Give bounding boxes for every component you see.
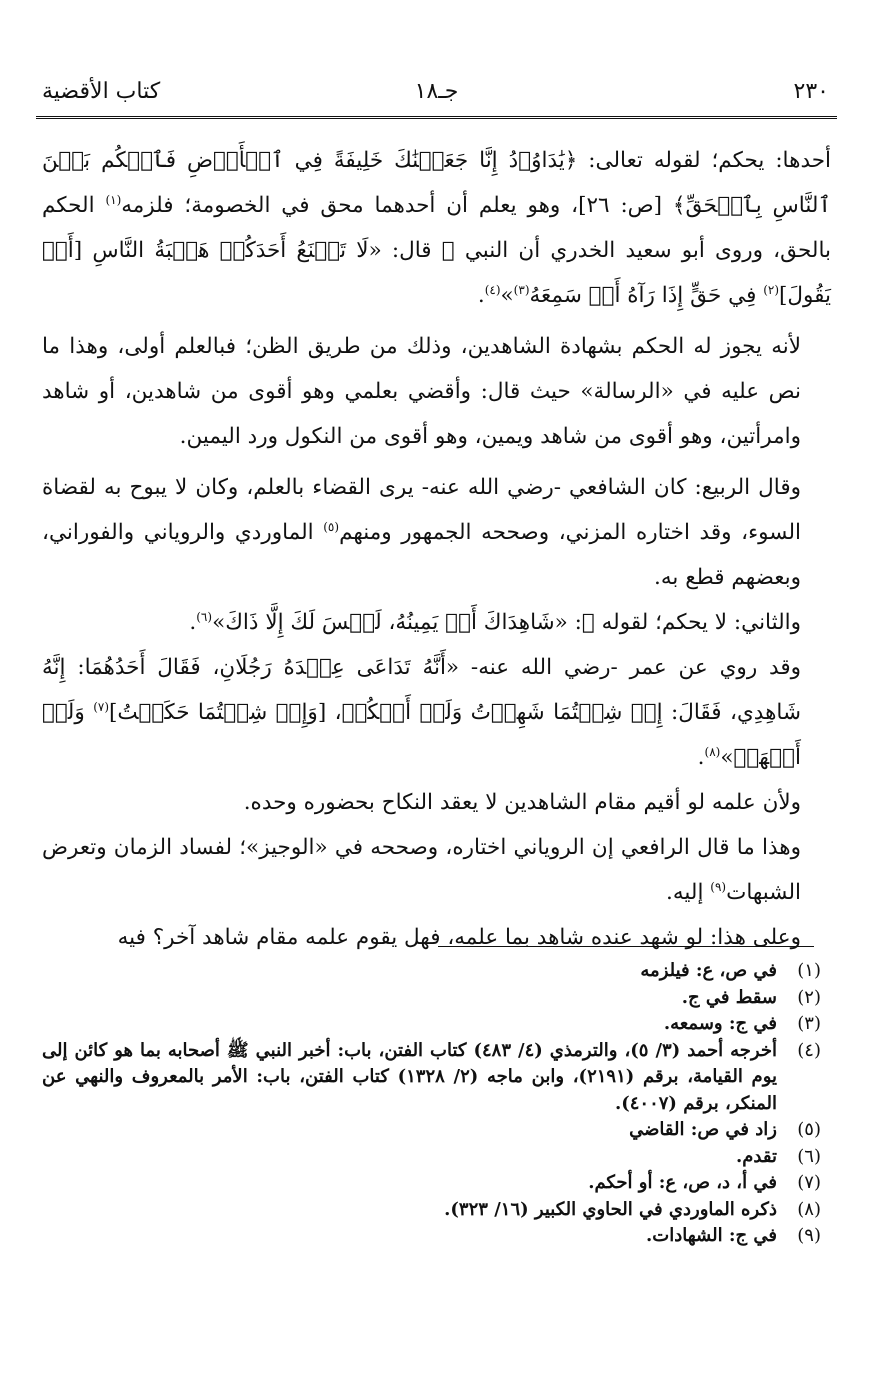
paragraph: وقد روي عن عمر -رضي الله عنه- «أَنَّهُ تَدَاعَى عِنۡدَهُ رَجُلَانِ، فَقَالَ أَحَدُهُمَا: إِنَّهُ شَاهِدِي، فَقَالَ: إِنۡ شِئۡتُمَا شَهِدۡتُ وَلَمۡ أَحۡكُمۡ، [وَإِنۡ شِئۡتُمَا حَكَمۡتُ]$^{(٧)}$ وَلَمۡ أَشۡهَدۡ»$^{(٨)}$.	[42, 655, 801, 770]
footnote-number: (٢)	[797, 986, 821, 1008]
footnote: (٢) سقط في ج.	[42, 985, 821, 1012]
footnote: (٩) في ج: الشهادات.	[42, 1223, 821, 1250]
footnote-number: (٦)	[797, 1145, 821, 1167]
page-number: ٢٣٠	[793, 79, 829, 104]
footnote: (٥) زاد في ص: القاضي	[42, 1117, 821, 1144]
paragraph: ولأن علمه لو أقيم مقام الشاهدين لا يعقد النكاح بحضوره وحده.	[243, 790, 801, 815]
footnote-separator	[438, 946, 814, 947]
footnote-number: (٧)	[797, 1172, 821, 1193]
paragraph: وهذا ما قال الرافعي إن الروياني اختاره، وصححه في «الوجيز»؛ لفساد الزمان وتعرض الشبهات$^{(٩)}$ إليه.	[42, 835, 801, 905]
paragraph: أحدها: يحكم؛ لقوله تعالى: ﴿يَٰدَاوُۥدُ إِنَّا جَعَلۡنَٰكَ خَلِيفَةً فِي ٱلۡأَرۡضِ فَٱحۡكُم بَيۡنَ ٱلنَّاسِ بِٱلۡحَقِّ﴾ [ص: ٢٦]، وهو يعلم أن أحدهما محق في الخصومة؛ فلزمه$^{(١)}$ الحكم بالحق، وروى أبو سعيد الخدري أن النبي ﷺ قال: «لَا تَمۡنَعُ أَحَدَكُمۡ هَيۡبَةُ النَّاسِ [أَنۡ يَقُولَ]$^{(٢)}$ فِي حَقٍّ إِذَا رَآهُ أَوۡ سَمِعَهُ$^{(٣)}$»$^{(٤)}$.	[42, 148, 831, 308]
footnotes	[42, 958, 821, 1250]
paragraph: وعلى هذا: لو شهد عنده شاهد بما علمه، فهل يقوم علمه مقام شاهد آخر؟ فيه	[117, 925, 801, 950]
footnote-ref: (٣)	[513, 282, 530, 297]
footnote-number: (٤)	[797, 1039, 821, 1061]
footnote: (٣) في ج: وسمعه.	[42, 1011, 821, 1038]
paragraph: لأنه يجوز له الحكم بشهادة الشاهدين، وذلك من طريق الظن؛ فبالعلم أولى، وهذا ما نص عليه في «الرسالة» حيث قال: وأقضي بعلمي وهو أقوى من شاهدين، أو شاهد وامرأتين، وهو أقوى من شاهد ويمين، وهو أقوى من النكول ورد اليمين.	[42, 334, 801, 449]
footnote-ref: (١)	[105, 192, 122, 207]
footnote-ref: (٩)	[710, 879, 727, 894]
footnote: (٦) تقدم.	[42, 1144, 821, 1171]
book-title: كتاب الأقضية	[42, 79, 161, 104]
paragraph: وقال الربيع: كان الشافعي -رضي الله عنه- يرى القضاء بالعلم، وكان لا يبوح به لقضاة السوء، وقد اختاره المزني، وصححه الجمهور ومنهم$^{(٥)}$ الماوردي والروياني والفوراني، وبعضهم قطع به.	[42, 475, 801, 590]
footnote-number: (٩)	[797, 1225, 821, 1246]
footnote: (٧) في أ، د، ص، ع: أو أحكم.	[42, 1170, 821, 1197]
footnote: (١) في ص، ع: فيلزمه	[42, 958, 821, 985]
main-text	[42, 138, 831, 960]
footnote-number: (٣)	[797, 1013, 821, 1034]
paragraph: والثاني: لا يحكم؛ لقوله ﷺ: «شَاهِدَاكَ أَوۡ يَمِينُهُ، لَيۡسَ لَكَ إِلَّا ذَاكَ»$^{(٦)}$.	[189, 609, 801, 635]
footnote-number: (٨)	[797, 1198, 821, 1220]
footnote: (٨) ذكره الماوردي في الحاوي الكبير (١٦/ ٣٢٣).	[42, 1197, 821, 1224]
footnote-ref: (٧)	[93, 699, 110, 714]
header-rule	[36, 116, 837, 119]
running-header	[38, 76, 835, 116]
footnote-number: (٥)	[797, 1119, 821, 1140]
footnote-ref: (٢)	[763, 282, 780, 297]
footnote: (٤) أخرجه أحمد (٣/ ٥)، والترمذي (٤/ ٤٨٣) كتاب الفتن، باب: أخبر النبي ﷺ أصحابه بما هو كائن إلى يوم القيامة، برقم (٢١٩١)، وابن ماجه (٢/ ١٣٢٨) كتاب الفتن، باب: الأمر بالمعروف والنهي عن المنكر، برقم (٤٠٠٧).	[42, 1039, 821, 1114]
volume-label: جـ١٨	[414, 79, 459, 104]
footnote-number: (١)	[797, 960, 821, 981]
footnote-ref: (٨)	[704, 744, 721, 759]
footnote-ref: (٦)	[196, 609, 213, 624]
footnote-ref: (٥)	[323, 519, 340, 534]
footnote-ref: (٤)	[484, 282, 501, 297]
